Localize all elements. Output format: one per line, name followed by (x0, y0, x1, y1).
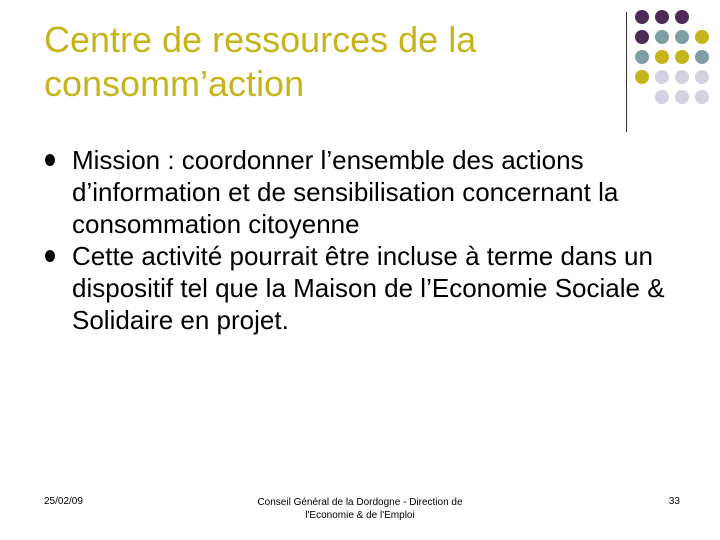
bullet-item-mission (44, 144, 684, 240)
decorative-dot (655, 30, 669, 44)
bullet-marker (45, 154, 55, 166)
decorative-dot (655, 10, 669, 24)
decorative-dot (635, 10, 649, 24)
decorative-dot (695, 50, 709, 64)
decorative-dot (675, 50, 689, 64)
decorative-dot (655, 50, 669, 64)
bullet-list (44, 144, 684, 336)
decorative-dot (675, 30, 689, 44)
footer-page-number: 33 (668, 496, 680, 507)
decorative-dot (695, 30, 709, 44)
footer-date: 25/02/09 (44, 496, 83, 507)
decorative-dot (675, 70, 689, 84)
decorative-dot (675, 10, 689, 24)
decorative-dot (655, 90, 669, 104)
slide-title: Centre de ressources de la consomm’action (44, 19, 477, 104)
footer-organization-line: l'Economie & de l'Emploi (305, 510, 415, 521)
decorative-dot (695, 70, 709, 84)
footer-organization (250, 496, 470, 522)
footer-organization-line: Conseil Général de la Dordogne - Direction de (257, 497, 463, 508)
decorative-dot-grid (635, 10, 717, 120)
decorative-dot (635, 30, 649, 44)
bullet-item-activity (44, 240, 684, 336)
bullet-text: Mission : coordonner l’ensemble des actions d’information et de sensibilisation concernant la consommation citoyenne (72, 145, 619, 239)
bullet-text: Cette activité pourrait être incluse à terme dans un dispositif tel que la Maison de l’Economie Sociale & Solidaire en projet. (72, 241, 665, 335)
title-divider-line (626, 12, 627, 132)
decorative-dot (635, 70, 649, 84)
decorative-dot (635, 50, 649, 64)
decorative-dot (695, 90, 709, 104)
decorative-dot (675, 90, 689, 104)
decorative-dot (655, 70, 669, 84)
bullet-marker (45, 250, 55, 262)
